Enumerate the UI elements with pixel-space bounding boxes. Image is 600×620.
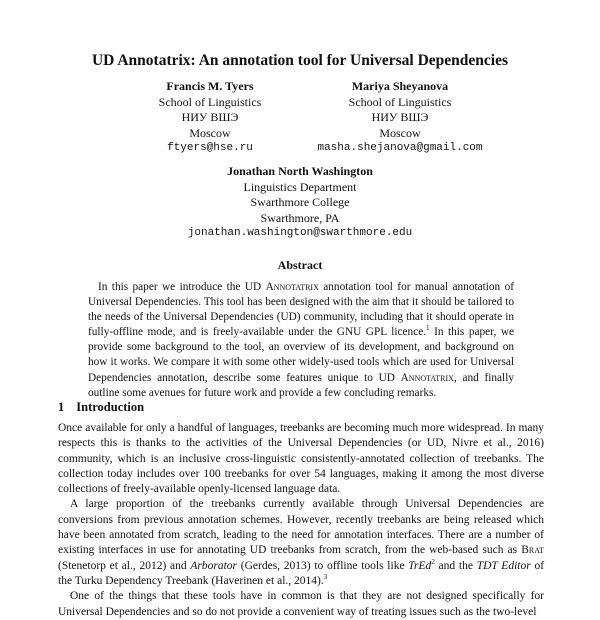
section-body [58,421,544,620]
author-block-1 [120,79,300,157]
author-email: masha.shejanova@gmail.com [317,142,483,154]
author-city: Moscow [379,125,421,140]
author-block-3 [150,164,450,242]
author-email: jonathan.washington@swarthmore.edu [187,227,413,239]
author-block-2 [300,79,500,157]
section-title: Introduction [76,400,145,414]
paragraph-2: A large proportion of the treebanks currently available through Universal Dependencies are conversions from previous annotation schemes. However, recently treebanks are being released which have been annotated from scratch, leading to the need for annotation interfaces. There are a number of existing interfaces in use for annotating UD treebanks from scratch, from the web-based such as Brat (Stenetorp et al., 2012) and Arborator (Gerdes, 2013) to offline tools like TrEd$^2$ and the TDT Editor of the Turku Dependency Treebank (Haverinen et al., 2014).$^3$ [58,498,545,587]
paragraph-1: Once available for only a handful of languages, treebanks are becoming much more widespread. In many respects this is thanks to the activities of the Universal Dependencies (or UD, Nivre et al., 2016) community, which is an inclusive cross-linguistic consistently-annotated collection of treebanks. The collection today includes over 100 treebanks for over 54 languages, making it among the most diverse collections of freely-available openly-licensed language data. [58,422,544,496]
author-name: Francis M. Tyers [166,79,254,93]
author-institution: НИУ ВШЭ [181,110,239,124]
abstract-heading: Abstract [277,258,323,272]
author-dept: Linguistics Department [243,179,357,194]
author-institution: Swarthmore College [250,195,350,209]
author-email: ftyers@hse.ru [167,142,253,154]
author-name: Jonathan North Washington [227,164,373,178]
section-number: 1 [58,400,65,414]
section-heading [58,400,156,415]
author-dept: School of Linguistics [158,94,262,109]
author-name: Mariya Sheyanova [351,79,449,93]
author-dept: School of Linguistics [348,94,452,109]
paper-title: UD Annotatrix: An annotation tool for Universal Dependencies [91,52,509,69]
author-city: Moscow [189,125,231,140]
paragraph-3: One of the things that these tools have in common is that they are not designed specifically for Universal Dependencies and so do not provide a convenient way of treating issues such as the two-level [58,590,544,618]
author-city: Swarthmore, PA [260,210,340,225]
abstract-text: In this paper we introduce the UD Annotatrix annotation tool for manual annotation of Universal Dependencies. This tool has been designed with the aim that it should be tailored to the needs of the Universal Dependencies (UD) community, including that it should operate in fully-offline mode, and is freely-available under the GNU GPL licence.$^1$ In this paper, we provide some background to the tool, an overview of its development, and background on how it works. We compare it with some other widely-used tools which are used for Universal Dependencies annotation, describe some features unique to UD Annotatrix, and finally outline some avenues for future work and provide a few concluding remarks. [88,281,515,399]
author-institution: НИУ ВШЭ [371,110,429,124]
